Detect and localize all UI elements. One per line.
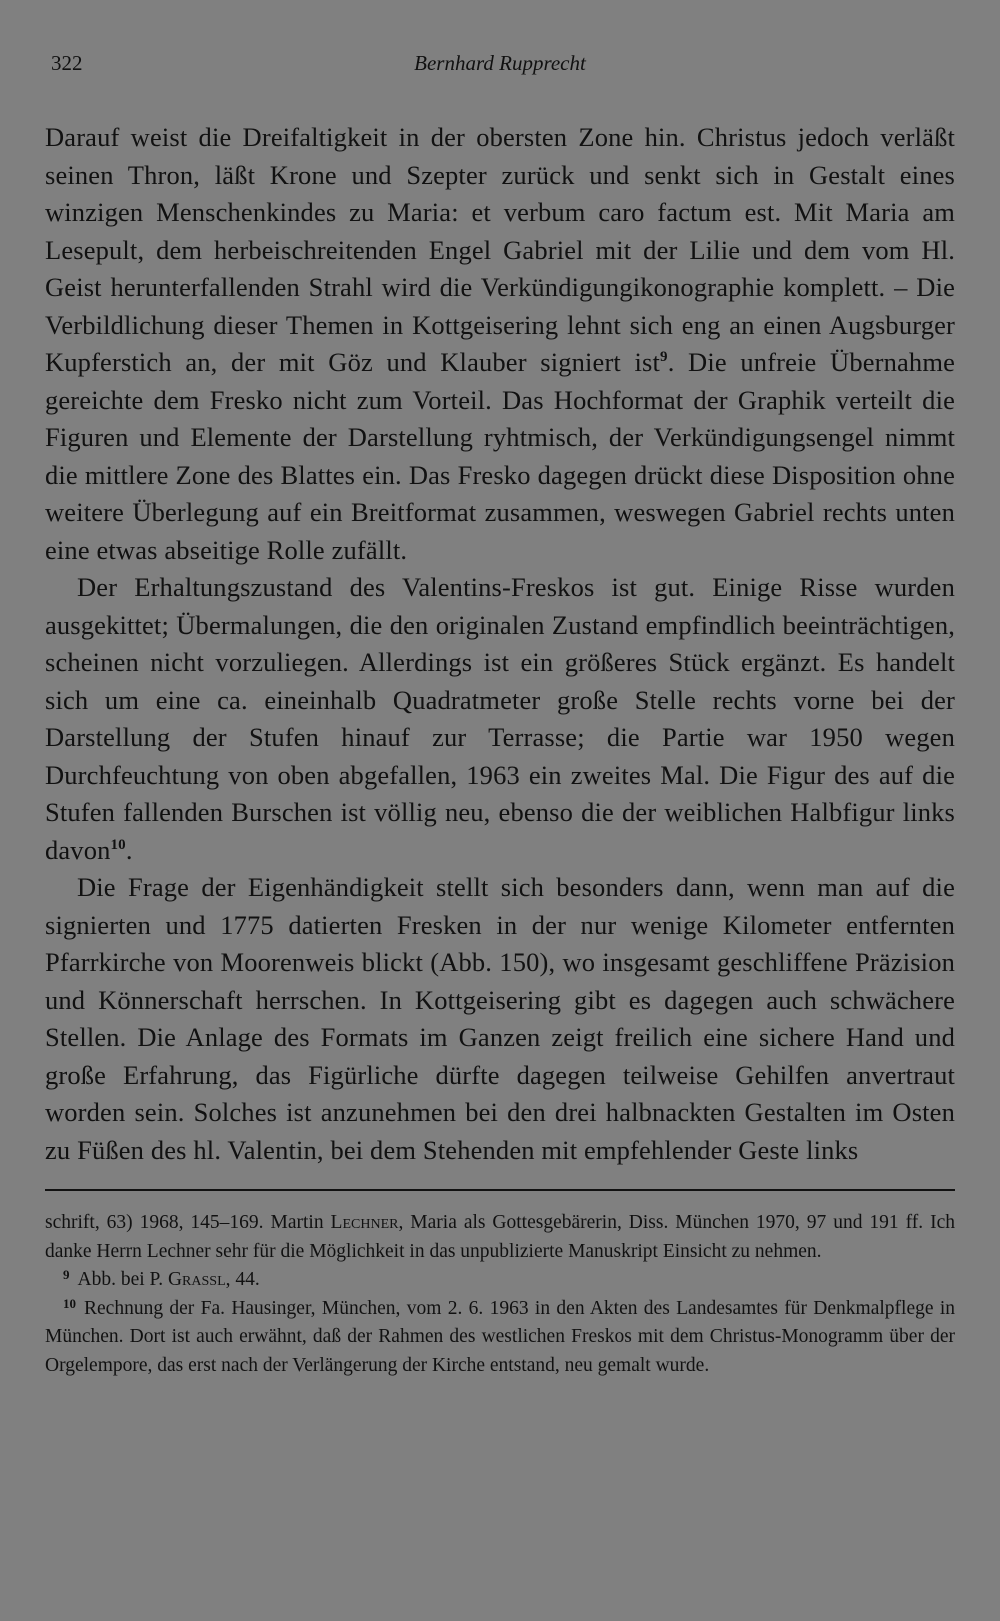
footnote-9-mark: 9	[63, 1267, 70, 1282]
footnote-continuation-text-b: , Maria als Gottesgebärerin, Diss. München 1970, 97 und 191 ff. Ich danke Herrn Lechner sehr für die Möglichkeit in das unpublizierte Manuskript Einsicht zu nehmen.	[45, 1212, 955, 1262]
paragraph-2-text-end: .	[125, 834, 133, 865]
footnote-rule	[45, 1189, 955, 1191]
paragraph-3-text: Die Frage der Eigenhändigkeit stellt sich besonders dann, wenn man auf die signierten und 1775 datierten Fresken in der nur wenige Kilometer entfernten Pfarrkirche von Moorenweis blickt (Abb. 150), wo insgesamt geschliffene Präzision und Könnerschaft herrschen. In Kottgeisering gibt es dagegen auch schwächere Stellen. Die Anlage des Formats im Ganzen zeigt freilich eine sichere Hand und große Erfahrung, das Figürliche dürfte dagegen teilweise Gehilfen anvertraut worden sein. Solches ist anzunehmen bei den drei halbnackten Gestalten im Osten zu Füßen des hl. Valentin, bei dem Stehenden mit empfehlender Geste links	[45, 872, 955, 1165]
running-head: Bernhard Rupprecht	[414, 51, 586, 75]
footnote-continuation	[45, 1209, 955, 1266]
page-number: 322	[51, 51, 83, 75]
page	[45, 45, 955, 1585]
footnote-ref-9[interactable]: 9	[660, 349, 668, 365]
author-name-lechner: Lechner	[330, 1212, 399, 1233]
footnote-10-mark: 10	[63, 1295, 76, 1311]
footnote-ref-10[interactable]: 10	[110, 836, 126, 853]
paragraph-1-text-end: . Die unfreie Übernahme gereichte dem Fresko nicht zum Vorteil. Das Hochformat der Graphik verteilt die Figuren und Elemente der Darstellung ryhtmisch, der Verkündigungsengel nimmt die mittlere Zone des Blattes ein. Das Fresko dagegen drückt diese Disposition ohne weitere Überlegung auf ein Breitformat zusammen, weswegen Gabriel rechts unten eine etwas abseitige Rolle zufällt.	[45, 347, 956, 565]
paragraph-2-text: Der Erhaltungszustand des Valentins-Freskos ist gut. Einige Risse wurden ausgekittet; Übermalungen, die den originalen Zustand empfindlich beeinträchtigen, scheinen nicht vorzuliegen. Allerdings ist ein größeres Stück ergänzt. Es handelt sich um eine ca. eineinhalb Quadratmeter große Stelle rechts vorne bei der Darstellung der Stufen hinauf zur Terrasse; die Partie war 1950 wegen Durchfeuchtung von oben abgefallen, 1963 ein zweites Mal. Die Figur des auf die Stufen fallenden Burschen ist völlig neu, ebenso die der weiblichen Halbfigur links davon	[45, 572, 955, 865]
footnote-9-text-b: , 44.	[225, 1269, 260, 1290]
footnote-9-text-a: Abb. bei P.	[77, 1269, 168, 1290]
author-name-grassl: Grassl	[167, 1269, 226, 1290]
paragraph-2	[45, 569, 955, 869]
footnote-10-text: Rechnung der Fa. Hausinger, München, vom 2. 6. 1963 in den Akten des Landesamtes für Denkmalpflege in München. Dort ist auch erwähnt, daß der Rahmen des westlichen Freskos mit dem Christus-Monogramm über der Orgelempore, das erst nach der Verlängerung der Kirche entstand, neu gemalt wurde.	[45, 1297, 955, 1376]
page-header	[45, 45, 955, 81]
paragraph-1	[45, 119, 955, 569]
footnotes	[45, 1209, 955, 1380]
footnote-10	[45, 1295, 955, 1381]
footnote-9	[45, 1266, 955, 1295]
footnote-continuation-text-a: schrift, 63) 1968, 145–169. Martin	[45, 1212, 331, 1233]
paragraph-1-text: Darauf weist die Dreifaltigkeit in der obersten Zone hin. Christus jedoch verläßt seinen Thron, läßt Krone und Szepter zurück und senkt sich in Gestalt eines winzigen Menschenkindes zu Maria: et verbum caro factum est. Mit Maria am Lesepult, dem herbeischreitenden Engel Gabriel mit der Lilie und dem vom Hl. Geist herunterfallenden Strahl wird die Verkündigungikonographie komplett. – Die Verbildlichung dieser Themen in Kottgeisering lehnt sich eng an einen Augsburger Kupferstich an, der mit Göz und Klauber signiert ist	[45, 122, 955, 377]
body-text	[45, 119, 955, 1169]
paragraph-3	[45, 869, 955, 1169]
